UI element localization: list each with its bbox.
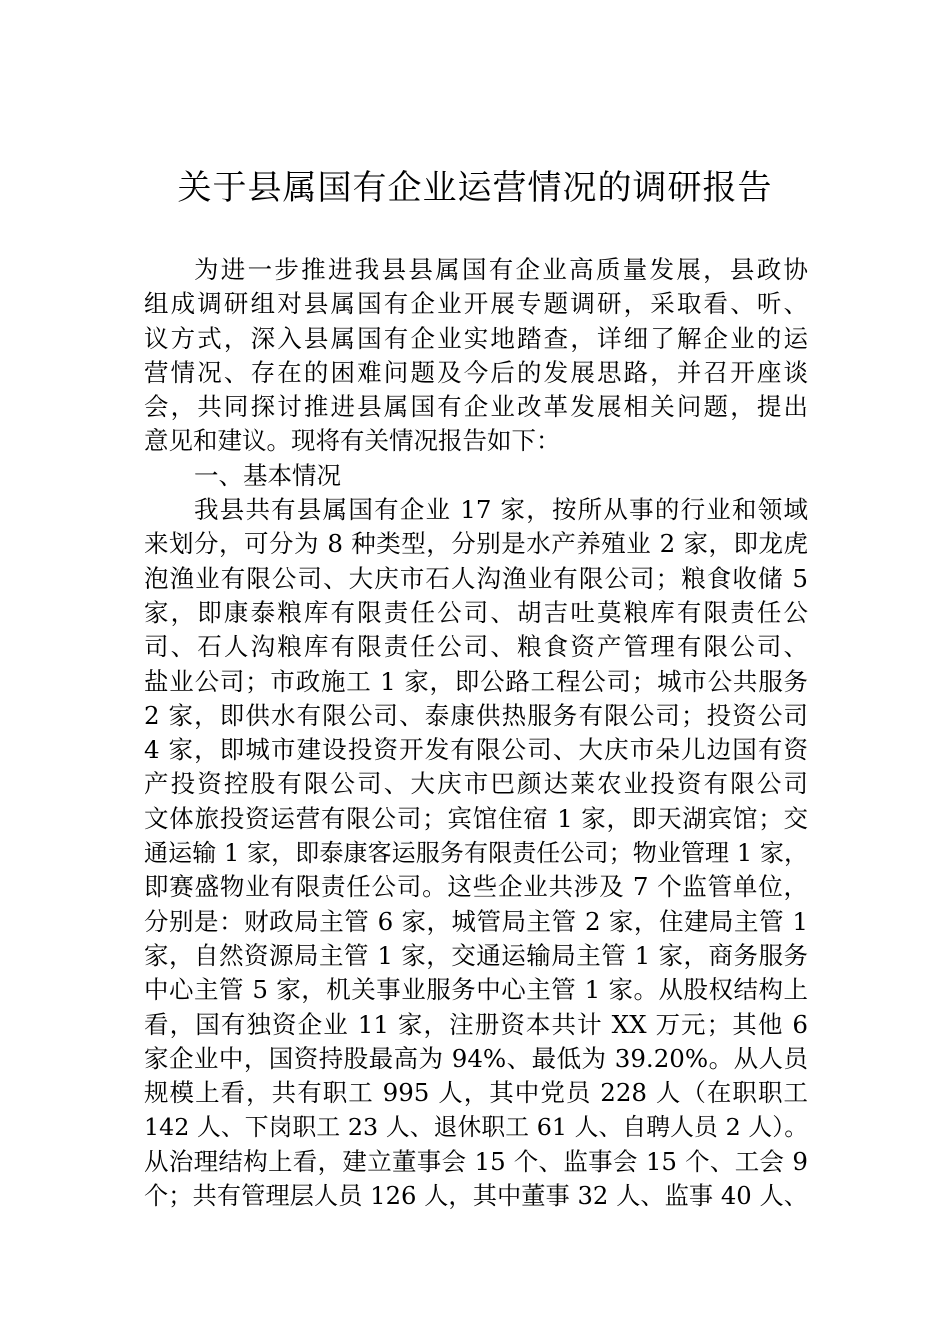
- body-line: 司、石人沟粮库有限责任公司、粮食资产管理有限公司、: [144, 632, 808, 662]
- body-line: 文体旅投资运营有限公司；宾馆住宿 1 家，即天湖宾馆；交: [144, 803, 808, 833]
- body-line: 议方式，深入县属国有企业实地踏查，详细了解企业的运: [144, 323, 808, 353]
- body-line: 个；共有管理层人员 126 人，其中董事 32 人、监事 40 人、: [144, 1181, 808, 1211]
- body-line: 意见和建议。现将有关情况报告如下：: [144, 426, 561, 456]
- body-line: 从治理结构上看，建立董事会 15 个、监事会 15 个、工会 9: [144, 1146, 808, 1176]
- body-line: 泡渔业有限公司、大庆市石人沟渔业有限公司；粮食收储 5: [144, 563, 808, 593]
- body-line: 142 人、下岗职工 23 人、退休职工 61 人、自聘人员 2 人）。: [144, 1113, 808, 1142]
- report-body: [144, 253, 808, 1213]
- body-line: 组成调研组对县属国有企业开展专题调研，采取看、听、: [144, 289, 808, 319]
- body-line: 分别是：财政局主管 6 家，城管局主管 2 家，住建局主管 1: [144, 906, 808, 936]
- body-line: 规模上看，共有职工 995 人，其中党员 228 人（在职职工: [144, 1078, 808, 1108]
- body-line: 即赛盛物业有限责任公司。这些企业共涉及 7 个监管单位，: [144, 872, 808, 902]
- body-line: 家企业中，国资持股最高为 94%、最低为 39.20%。从人员: [144, 1043, 808, 1073]
- body-line: 中心主管 5 家，机关事业服务中心主管 1 家。从股权结构上: [144, 975, 808, 1005]
- body-line: 营情况、存在的困难问题及今后的发展思路，并召开座谈: [144, 357, 808, 387]
- section-heading: 一、基本情况: [194, 460, 341, 490]
- body-line: 通运输 1 家，即泰康客运服务有限责任公司；物业管理 1 家，: [144, 839, 808, 868]
- body-line: 4 家，即城市建设投资开发有限公司、大庆市朵儿边国有资: [144, 735, 808, 765]
- body-line: 家，自然资源局主管 1 家，交通运输局主管 1 家，商务服务: [144, 940, 808, 970]
- body-line: 来划分，可分为 8 种类型，分别是水产养殖业 2 家，即龙虎: [144, 529, 808, 559]
- body-line: 盐业公司；市政施工 1 家，即公路工程公司；城市公共服务: [144, 666, 808, 696]
- body-line: 为进一步推进我县县属国有企业高质量发展，县政协: [194, 255, 808, 284]
- page-title: 关于县属国有企业运营情况的调研报告: [177, 168, 773, 208]
- body-line: 看，国有独资企业 11 家，注册资本共计 XX 万元；其他 6: [144, 1009, 808, 1039]
- body-line: 2 家，即供水有限公司、泰康供热服务有限公司；投资公司: [144, 700, 808, 730]
- body-line: 会，共同探讨推进县属国有企业改革发展相关问题，提出: [144, 392, 808, 422]
- body-line: 我县共有县属国有企业 17 家，按所从事的行业和领域: [194, 495, 808, 525]
- body-line: 家，即康泰粮库有限责任公司、胡吉吐莫粮库有限责任公: [144, 597, 808, 627]
- body-line: 产投资控股有限公司、大庆市巴颜达莱农业投资有限公司: [144, 769, 808, 799]
